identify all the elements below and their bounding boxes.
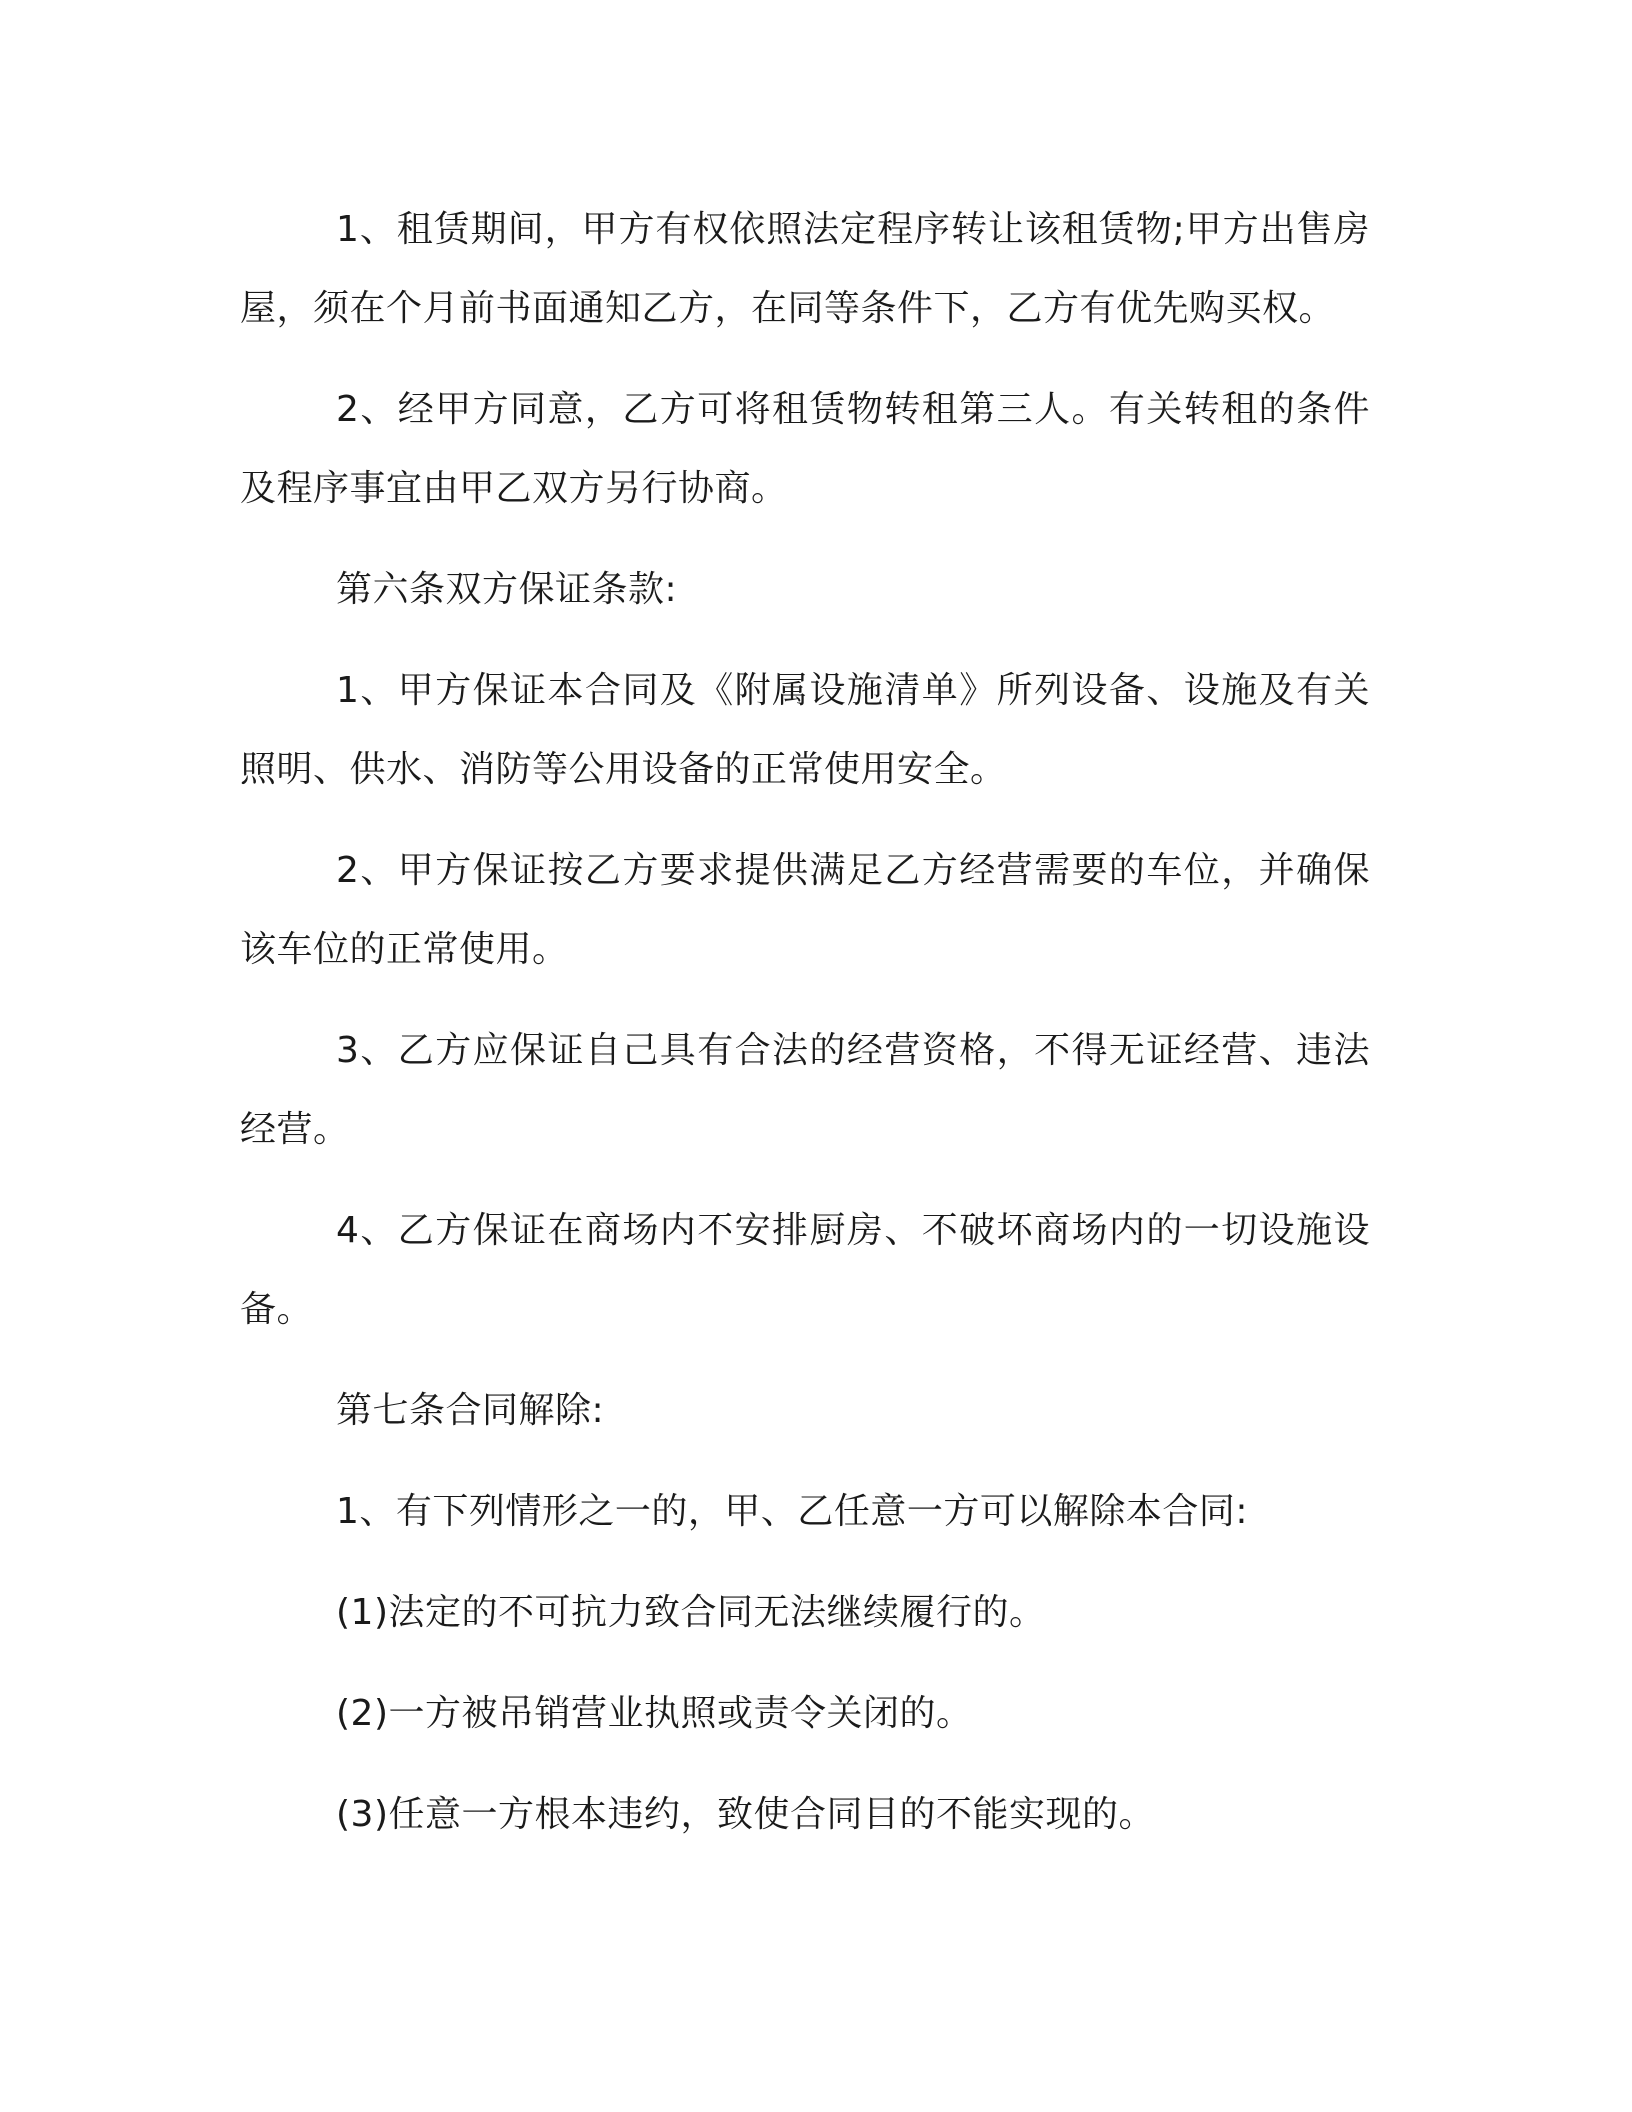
paragraph-parking-guarantee: 2、甲方保证按乙方要求提供满足乙方经营需要的车位，并确保该车位的正常使用。	[240, 850, 1370, 970]
paragraph-transfer-right: 1、租赁期间，甲方有权依照法定程序转让该租赁物;甲方出售房屋，须在个月前书面通知乙方，在同等条件下，乙方有优先购买权。	[240, 209, 1370, 329]
paragraph-sublease: 2、经甲方同意，乙方可将租赁物转租第三人。有关转租的条件及程序事宜由甲乙双方另行协商。	[240, 389, 1370, 509]
paragraph-force-majeure: (1)法定的不可抗力致合同无法继续履行的。	[336, 1592, 1046, 1633]
document-body	[240, 190, 1370, 1876]
paragraph-no-kitchen: 4、乙方保证在商场内不安排厨房、不破坏商场内的一切设施设备。	[240, 1210, 1370, 1330]
paragraph-license-revoked: (2)一方被吊销营业执照或责令关闭的。	[336, 1693, 973, 1734]
paragraph-facilities-guarantee: 1、甲方保证本合同及《附属设施清单》所列设备、设施及有关照明、供水、消防等公用设备的正常使用安全。	[240, 670, 1370, 790]
article-six-heading: 第六条双方保证条款:	[336, 569, 678, 610]
paragraph-business-qualification: 3、乙方应保证自己具有合法的经营资格，不得无证经营、违法经营。	[240, 1030, 1370, 1150]
paragraph-fundamental-breach: (3)任意一方根本违约，致使合同目的不能实现的。	[336, 1794, 1155, 1835]
article-seven-heading: 第七条合同解除:	[336, 1390, 605, 1431]
paragraph-termination-conditions: 1、有下列情形之一的，甲、乙任意一方可以解除本合同:	[336, 1491, 1249, 1532]
